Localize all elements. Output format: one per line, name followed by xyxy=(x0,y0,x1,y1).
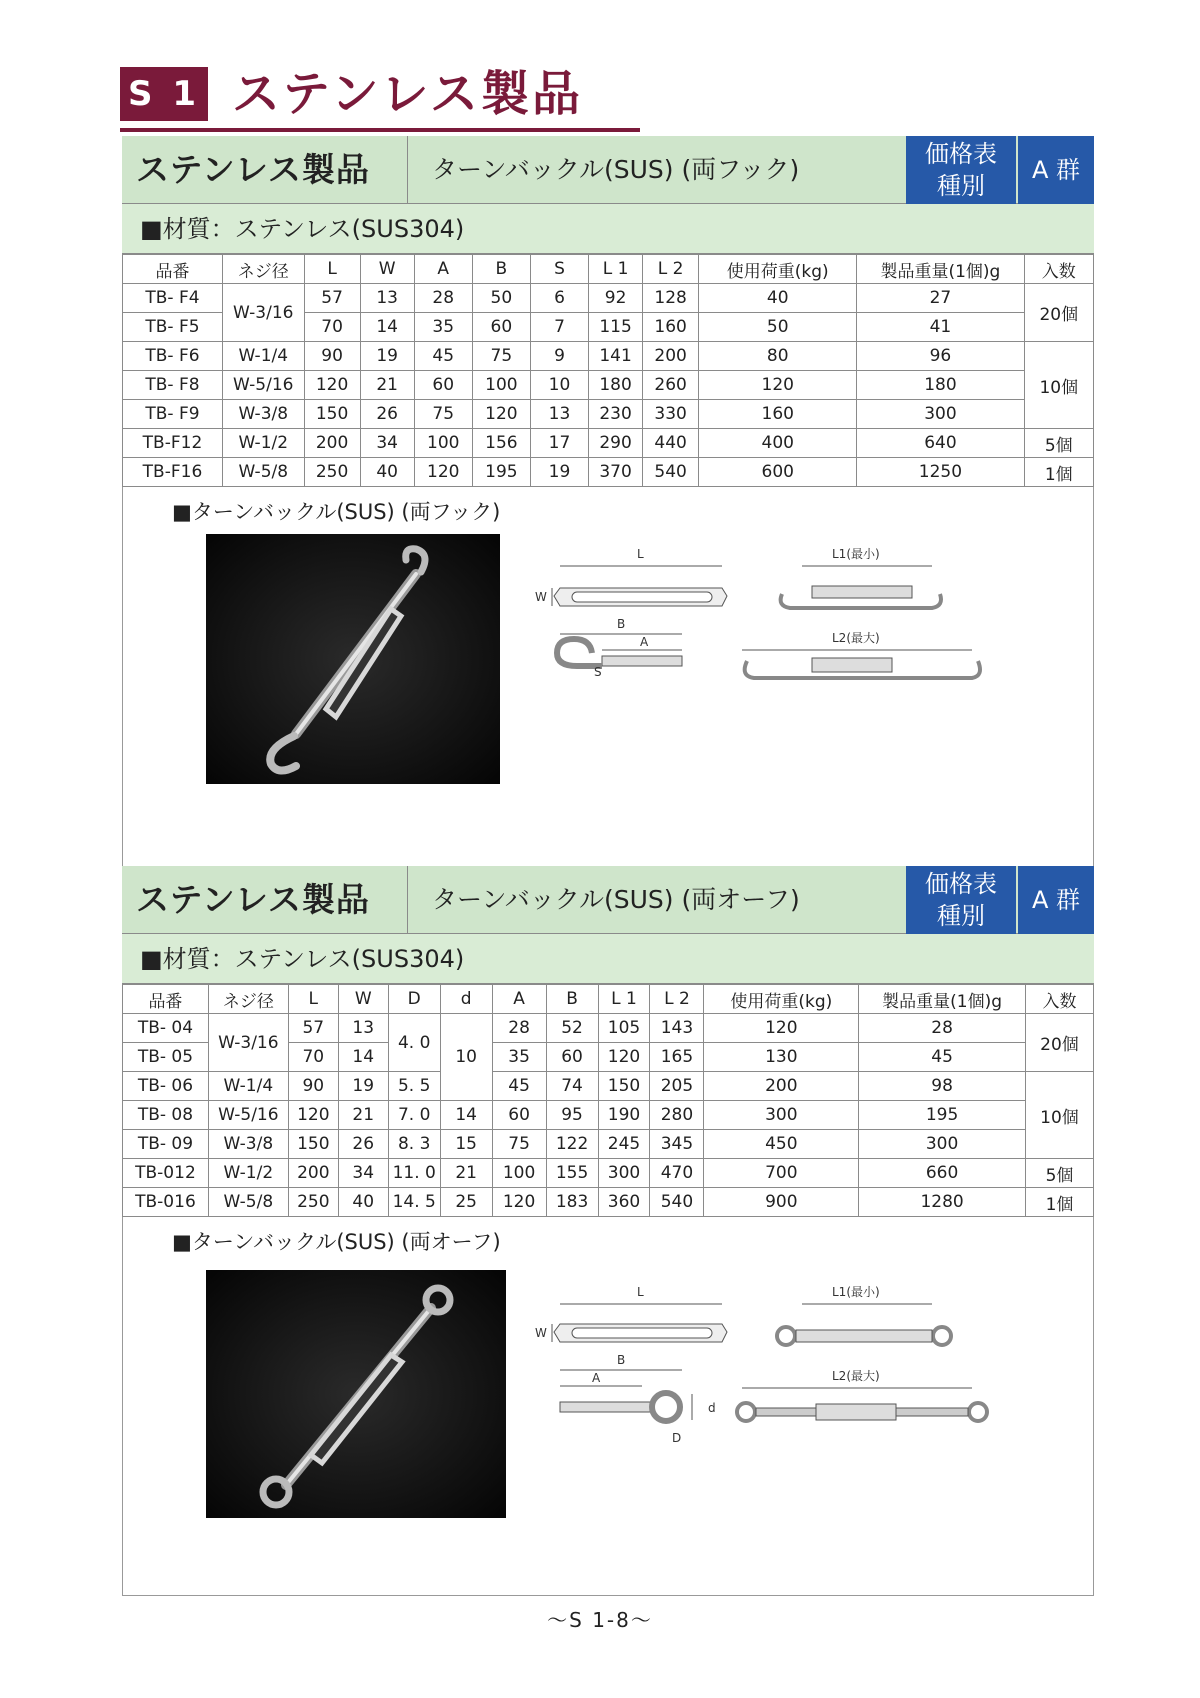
product-name: ターンバックル(SUS) (両オーフ) xyxy=(432,885,800,914)
col-header: L 2 xyxy=(643,255,699,284)
table-row: TB-012 W-1/2 200 34 11. 0 21 100 155 300 470 700 660 5個 xyxy=(123,1159,1094,1188)
dim-A-label: A xyxy=(640,635,649,649)
col-header: L xyxy=(304,255,360,284)
price-type-label: 価格表 種別 xyxy=(906,136,1016,204)
col-header: L xyxy=(288,985,338,1014)
table-row: TB-F16 W-5/8 250 40 120 195 19 370 540 600 1250 1個 xyxy=(123,458,1094,487)
col-header: 使用荷重(kg) xyxy=(704,985,859,1014)
product-title-row xyxy=(122,136,1094,204)
eye-dimension-diagram xyxy=(532,1262,1092,1462)
col-header: W xyxy=(360,255,414,284)
section-tag: S 1 xyxy=(120,67,208,121)
product-photo xyxy=(206,1270,506,1518)
col-header: 製品重量(1個)g xyxy=(857,255,1024,284)
table-row: TB-016 W-5/8 250 40 14. 5 25 120 183 360 540 900 1280 1個 xyxy=(123,1188,1094,1217)
material-label: ■材質：ステンレス(SUS304) xyxy=(122,934,1094,984)
col-header: ネジ径 xyxy=(222,255,304,284)
spec-table xyxy=(122,254,1094,487)
table-header-row xyxy=(123,255,1094,284)
dim-L1-label: L1(最小) xyxy=(832,547,880,561)
col-header: d xyxy=(440,985,492,1014)
table-row: TB- F9 W-3/8 150 26 75 120 13 230 330 160 300 xyxy=(123,400,1094,429)
col-header: A xyxy=(414,255,472,284)
dim-L1-label: L1(最小) xyxy=(832,1285,880,1299)
price-group: A 群 xyxy=(1018,136,1094,204)
dim-S-label: S xyxy=(594,665,602,679)
dim-W-label: W xyxy=(535,590,547,604)
dim-W-label: W xyxy=(535,1326,547,1340)
price-group: A 群 xyxy=(1018,866,1094,934)
dim-D-label: D xyxy=(672,1431,682,1445)
dim-A-label: A xyxy=(592,1371,601,1385)
col-header: B xyxy=(472,255,530,284)
col-header: L 2 xyxy=(650,985,704,1014)
spec-table xyxy=(122,984,1094,1217)
dim-B-label: B xyxy=(617,1353,626,1367)
page-header xyxy=(120,62,640,136)
category-label: ステンレス製品 xyxy=(122,136,408,204)
dim-B-label: B xyxy=(617,617,626,631)
price-type-label: 価格表 種別 xyxy=(906,866,1016,934)
page-title: ステンレス製品 xyxy=(232,66,584,122)
product-photo xyxy=(206,534,500,784)
col-header: L 1 xyxy=(598,985,650,1014)
dim-L2-label: L2(最大) xyxy=(832,1369,880,1383)
col-header: S xyxy=(530,255,588,284)
page-number: 〜S 1-8〜 xyxy=(547,1608,653,1632)
table-row: TB- F6 W-1/4 90 19 45 75 9 141 200 80 96 10個 xyxy=(123,342,1094,371)
table-row: TB- 05 70 14 35 60 120 165 130 45 xyxy=(123,1043,1094,1072)
material-label: ■材質：ステンレス(SUS304) xyxy=(122,204,1094,254)
dim-L-label: L xyxy=(637,1285,644,1299)
header-underline xyxy=(120,128,640,132)
table-row: TB- 06 W-1/4 90 19 5. 5 45 74 150 205 200 98 10個 xyxy=(123,1072,1094,1101)
table-row: TB- F8 W-5/16 120 21 60 100 10 180 260 120 180 xyxy=(123,371,1094,400)
category-label: ステンレス製品 xyxy=(122,866,408,934)
col-header: 品番 xyxy=(123,255,223,284)
col-header: W xyxy=(338,985,388,1014)
turnbuckle-hook-photo xyxy=(206,534,500,784)
col-header: 入数 xyxy=(1024,255,1093,284)
hook-dimension-diagram xyxy=(532,536,1092,716)
dim-L2-label: L2(最大) xyxy=(832,631,880,645)
col-header: 品番 xyxy=(123,985,209,1014)
product-subheading: ■ターンバックル(SUS) (両オーフ) xyxy=(172,1230,501,1254)
dim-d-label: d xyxy=(708,1401,716,1415)
table-row: TB- 08 W-5/16 120 21 7. 0 14 60 95 190 280 300 195 xyxy=(123,1101,1094,1130)
col-header: D xyxy=(388,985,440,1014)
col-header: 製品重量(1個)g xyxy=(859,985,1026,1014)
col-header: 使用荷重(kg) xyxy=(699,255,857,284)
table-row: TB- 04 W-3/16 57 13 4. 0 10 28 52 105 143 120 28 20個 xyxy=(123,1014,1094,1043)
col-header: B xyxy=(546,985,598,1014)
table-row: TB- 09 W-3/8 150 26 8. 3 15 75 122 245 345 450 300 xyxy=(123,1130,1094,1159)
table-row: TB-F12 W-1/2 200 34 100 156 17 290 440 400 640 5個 xyxy=(123,429,1094,458)
dim-L-label: L xyxy=(637,547,644,561)
product-name: ターンバックル(SUS) (両フック) xyxy=(432,155,800,184)
table-row: TB- F5 70 14 35 60 7 115 160 50 41 xyxy=(123,313,1094,342)
product-subheading: ■ターンバックル(SUS) (両フック) xyxy=(172,500,501,524)
turnbuckle-eye-photo xyxy=(206,1270,506,1518)
table-row: TB- F4 W-3/16 57 13 28 50 6 92 128 40 27 20個 xyxy=(123,284,1094,313)
col-header: A xyxy=(492,985,546,1014)
col-header: 入数 xyxy=(1025,985,1093,1014)
col-header: L 1 xyxy=(589,255,643,284)
col-header: ネジ径 xyxy=(208,985,288,1014)
product-title-row xyxy=(122,866,1094,934)
table-header-row xyxy=(123,985,1094,1014)
